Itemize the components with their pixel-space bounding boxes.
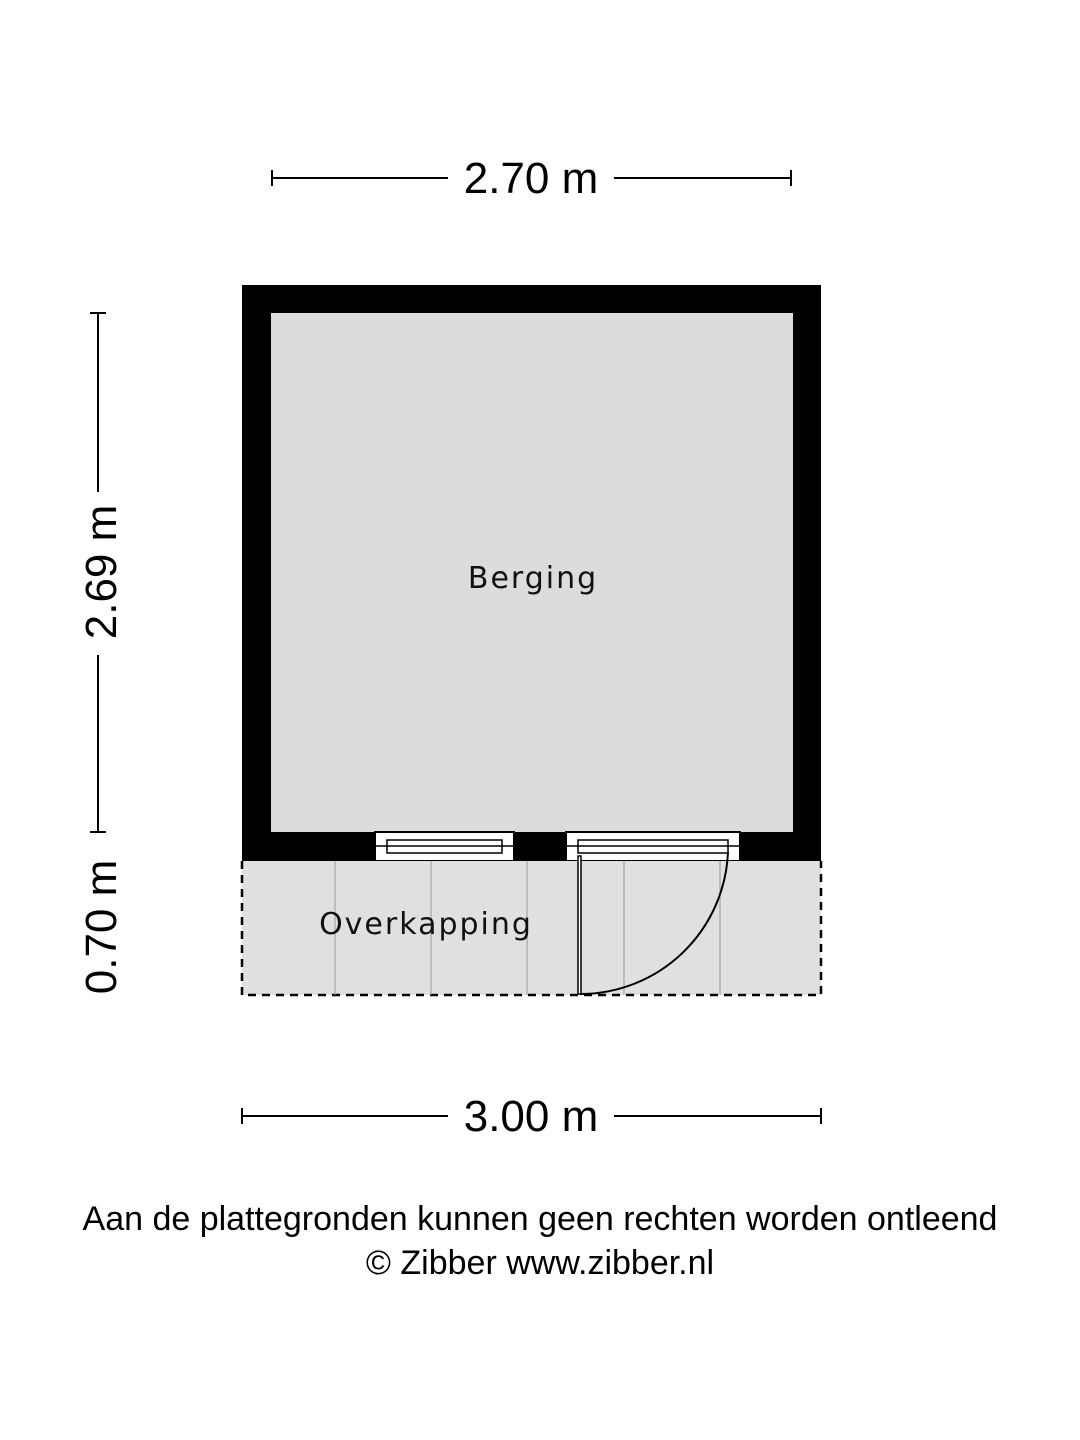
disclaimer-text: Aan de plattegronden kunnen geen rechten worden ontleend xyxy=(82,1200,998,1238)
left-dimension-canopy xyxy=(77,860,126,995)
overkapping-label: Overkapping xyxy=(319,907,533,942)
bottom-dimension-label: 3.00 m xyxy=(463,1092,599,1141)
wall-top xyxy=(242,285,821,313)
wall-left xyxy=(242,285,271,861)
wall-bottom-left xyxy=(242,832,375,861)
left-dimension-canopy-label: 0.70 m xyxy=(77,859,126,995)
bottom-dimension xyxy=(242,1092,821,1141)
wall-right xyxy=(793,285,821,861)
copyright-text: © Zibber www.zibber.nl xyxy=(365,1244,715,1282)
berging-room xyxy=(242,285,821,861)
wall-bottom-right xyxy=(740,832,821,861)
berging-label: Berging xyxy=(467,561,599,596)
left-dimension-main xyxy=(77,313,126,832)
window-left xyxy=(375,832,514,861)
wall-bottom-middle xyxy=(514,832,566,861)
left-dimension-main-label: 2.69 m xyxy=(77,504,126,640)
overkapping-area xyxy=(242,852,821,995)
top-dimension-label: 2.70 m xyxy=(463,154,599,203)
door-frame xyxy=(566,832,740,861)
top-dimension xyxy=(272,154,791,203)
